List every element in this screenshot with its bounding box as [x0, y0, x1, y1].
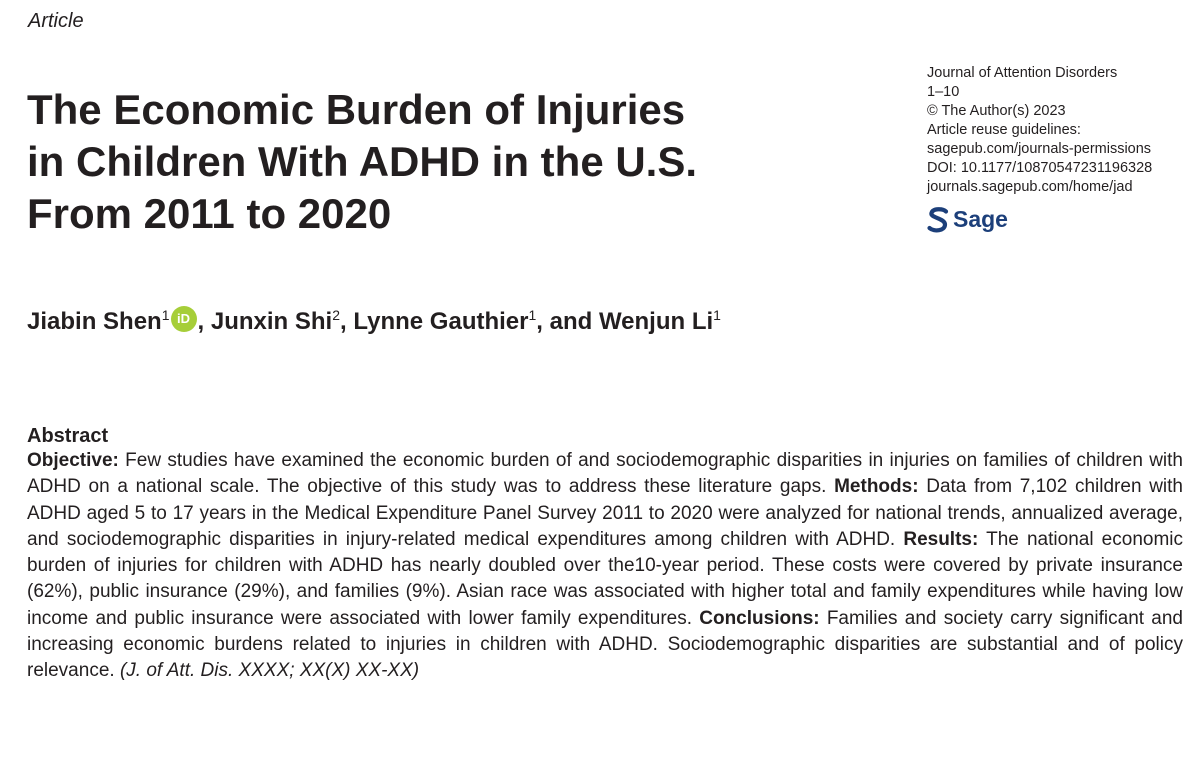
copyright: © The Author(s) 2023	[927, 103, 1066, 119]
conclusions-text: Families and society carry significant and increasing economic burdens related to injuries in children with ADHD. Sociodemographic disparities are substantial and of policy relevance.	[27, 607, 1183, 682]
abstract-heading: Abstract	[27, 425, 109, 447]
affiliation-marker: 1	[713, 307, 721, 323]
author-name: Lynne Gauthier	[353, 308, 529, 335]
author-separator: , and	[536, 308, 599, 335]
methods-label: Methods:	[834, 476, 919, 498]
title-line: The Economic Burden of Injuries	[27, 86, 686, 133]
journal-info	[927, 64, 1189, 197]
abstract-section	[27, 424, 1183, 685]
abstract-body	[27, 448, 1183, 685]
orcid-icon[interactable]: iD	[171, 306, 197, 332]
author-name: Wenjun Li	[598, 308, 714, 335]
objective-label: Objective:	[27, 450, 119, 471]
doi[interactable]: DOI: 10.1177/10870547231196328	[927, 160, 1153, 176]
conclusions-label: Conclusions:	[699, 607, 820, 629]
journal-name: Journal of Attention Disorders	[927, 65, 1118, 81]
author-name: Jiabin Shen	[27, 308, 162, 335]
affiliation-marker: 1	[161, 307, 170, 323]
paper-title	[27, 84, 827, 240]
reuse-label: Article reuse guidelines:	[927, 122, 1081, 138]
article-type-label: Article	[28, 10, 84, 32]
journal-homepage-link[interactable]: journals.sagepub.com/home/jad	[927, 179, 1133, 195]
author-separator: ,	[340, 308, 354, 335]
affiliation-marker: 2	[332, 307, 340, 323]
author-separator: ,	[197, 308, 211, 335]
author-name: Junxin Shi	[210, 308, 333, 335]
author-list	[27, 306, 721, 336]
title-line: From 2011 to 2020	[27, 190, 392, 237]
reuse-link[interactable]: sagepub.com/journals-permissions	[927, 141, 1152, 157]
results-label: Results:	[903, 528, 979, 550]
page-range: 1–10	[927, 84, 960, 100]
journal-citation: (J. of Att. Dis. XXXX; XX(X) XX-XX)	[119, 660, 420, 682]
affiliation-marker: 1	[528, 307, 537, 323]
objective-text: Few studies have examined the economic burden of and sociodemographic disparities in injuries on families of children with ADHD on a national scale. The objective of this study was to address these literature gaps.	[27, 450, 1183, 498]
methods-text: Data from 7,102 children with ADHD aged 5 to 17 years in the Medical Expenditure Panel Survey 2011 to 2020 were analyzed for national trends, annualized average, and sociodemographic disparities in injury-related medical expenditures among children with ADHD.	[27, 476, 1183, 550]
sage-logo	[927, 206, 1008, 233]
sage-logo-text: Sage	[953, 206, 1008, 232]
sage-s-icon	[927, 207, 949, 233]
results-text: The national economic burden of injuries for children with ADHD has nearly doubled over the10-year period. These costs were covered by private insurance (62%), public insurance (29%), and families (9%). Asian race was associated with higher total and family expenditures while having low income and public insurance were associated with lower family expenditures.	[27, 528, 1183, 629]
title-line: in Children With ADHD in the U.S.	[27, 138, 698, 185]
